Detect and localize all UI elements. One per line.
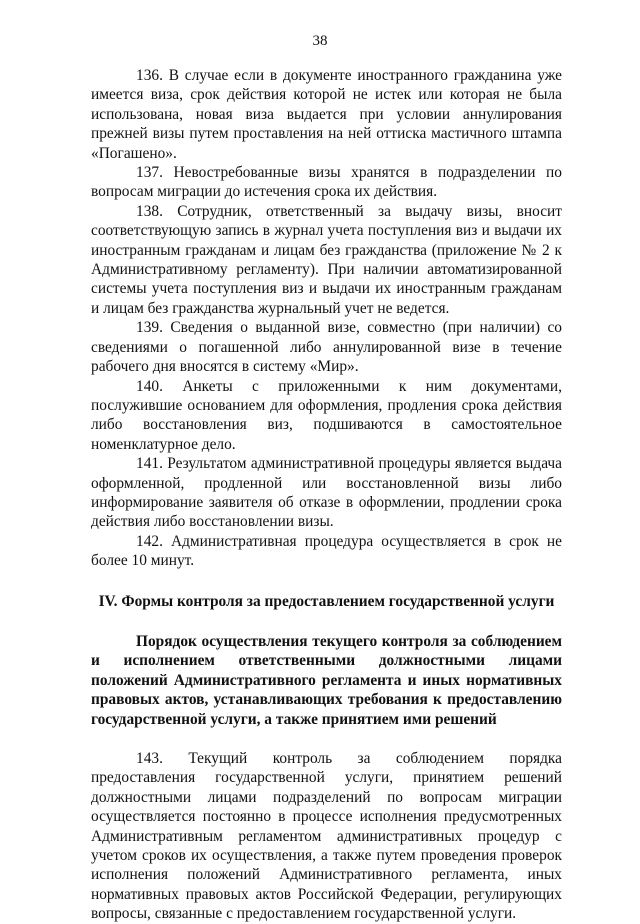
paragraph-137: 137. Невостребованные визы хранятся в подразделении по вопросам миграции до истечения срока их действия. [91,164,562,201]
paragraph-139: 139. Сведения о выданной визе, совместно (при наличии) со сведениями о погашенной либо аннулированной визе в течение рабочего дня вносятся в систему «Мир». [91,319,562,376]
paragraph-141: 141. Результатом административной процедуры является выдача оформленной, продленной или восстановленной визы либо информирование заявителя об отказе в оформлении, продлении срока действия либо восстановлении визы. [91,455,562,531]
section-heading: IV. Формы контроля за предоставлением государственной услуги [98,592,555,610]
page-number: 38 [312,33,328,49]
subsection-heading: Порядок осуществления текущего контроля за соблюдением и исполнением ответственными должностными лицами положений Административного регламента и иных нормативных правовых актов, устанавливающих требования к предоставлению государственной услуги, а также принятием ими решений [91,632,562,728]
paragraph-143: 143. Текущий контроль за соблюдением порядка предоставления государственной услуги, принятием решений должностными лицами подразделений по вопросам миграции осуществляется постоянно в процессе исполнения предусмотренных Административным регламентом административных процедур с учетом сроков их осуществления, а также путем проведения проверок исполнения положений Административного регламента, иных нормативных правовых актов Российской Федерации, регулирующих вопросы, связанные с предоставлением государственной услуги. [91,750,562,923]
paragraph-138: 138. Сотрудник, ответственный за выдачу визы, вносит соответствующую запись в журнал учета поступления виз и выдачи их иностранным гражданам и лицам без гражданства (приложение № 2 к Административному регламенту). При наличии автоматизированной системы учета поступления виз и выдачи их иностранным гражданам и лицам без гражданства журнальный учет не ведется. [91,202,562,317]
paragraph-140: 140. Анкеты с приложенными к ним документами, послужившие основанием для оформления, продления срока действия либо восстановления виз, подшиваются в самостоятельное номенклатурное дело. [91,377,562,453]
paragraph-142: 142. Административная процедура осуществляется в срок не более 10 минут. [91,532,562,570]
document-body [91,66,562,924]
paragraph-136: 136. В случае если в документе иностранного гражданина уже имеется виза, срок действия которой не истек или которая не была использована, новая виза выдается при условии аннулирования прежней визы путем проставления на ней оттиска мастичного штампа «Погашено». [91,67,562,162]
